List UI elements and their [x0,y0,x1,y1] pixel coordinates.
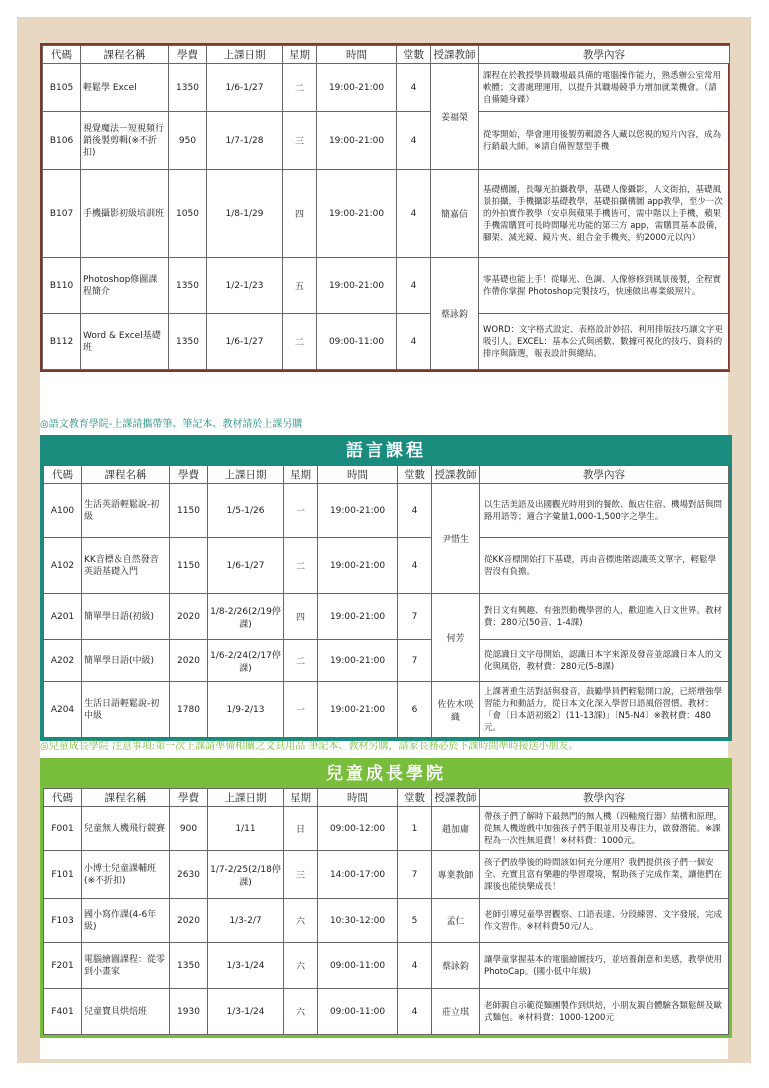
course-sessions: 1 [398,807,432,851]
header-code: 代碼 [43,46,81,64]
course-sessions: 4 [397,112,431,170]
course-fee: 1350 [170,943,208,989]
course-fee: 2020 [170,899,208,943]
course-time: 19:00-21:00 [317,258,397,314]
course-name: Word & Excel基礎班 [81,314,169,370]
header-code: 代碼 [44,466,82,484]
course-code: B106 [43,112,81,170]
course-code: F001 [44,807,82,851]
table-row [43,314,730,370]
course-name: 兒童無人機飛行競賽 [82,807,170,851]
course-sessions: 7 [398,851,432,899]
course-sheet [40,43,728,1059]
course-time: 09:00-11:00 [318,989,398,1035]
course-weekday: 二 [284,640,318,682]
course-name: 小博士兒童課輔班(※不折扣) [82,851,170,899]
course-sessions: 7 [398,594,432,640]
course-code: B107 [43,170,81,258]
computer-course-table-box [40,43,730,372]
course-dates: 1/11 [208,807,284,851]
header-dates: 上課日期 [208,789,284,807]
course-description: 孩子們放學後的時間該如何充分運用？我們提供孩子們一個安全、充實且富有樂趣的學習環境，幫助孩子完成作業，讓他們在課後也能快樂成長！ [480,851,729,899]
table-row [44,484,729,538]
table-row [44,851,729,899]
children-section-note: ◎兒童成長學院 注意事項:第一次上課請準備相關之文具用品 筆記本、教材另購，請家長務必於下課時間準時接送小朋友。 [40,741,579,752]
course-dates: 1/3-1/24 [208,943,284,989]
header-course-name: 課程名稱 [82,466,170,484]
course-dates: 1/7-1/28 [207,112,283,170]
course-dates: 1/3-1/24 [208,989,284,1035]
course-name: 國小寫作課(4-6年級) [82,899,170,943]
header-code: 代碼 [44,789,82,807]
table-row [44,682,729,738]
course-sessions: 4 [398,484,432,538]
language-course-table [43,465,729,738]
course-dates: 1/6-1/27 [207,314,283,370]
course-name: 兒童寶貝烘焙班 [82,989,170,1035]
header-time: 時間 [317,46,397,64]
language-course-table-box [40,435,732,741]
header-content: 教學內容 [480,466,729,484]
course-sessions: 4 [398,989,432,1035]
course-time: 19:00-21:00 [317,170,397,258]
course-fee: 1150 [170,484,208,538]
course-time: 19:00-21:00 [318,484,398,538]
course-time: 09:00-11:00 [317,314,397,370]
course-time: 19:00-21:00 [318,538,398,594]
course-fee: 950 [169,112,207,170]
course-dates: 1/5-1/26 [208,484,284,538]
header-teacher: 授課教師 [432,789,480,807]
table-header-row [44,466,729,484]
course-teacher: 何芳 [432,594,480,682]
course-dates: 1/6-1/27 [207,64,283,112]
course-sessions: 4 [397,314,431,370]
course-sessions: 4 [397,64,431,112]
header-content: 教學內容 [479,46,730,64]
course-weekday: 四 [283,170,317,258]
course-weekday: 六 [284,989,318,1035]
course-description: 從KK音標開始打下基礎，再由音標進階認識英文單字，輕鬆學習沒有負擔。 [480,538,729,594]
course-time: 09:00-11:00 [318,943,398,989]
language-section-title: 語言課程 [43,438,729,465]
course-name: Photoshop修圖課程簡介 [81,258,169,314]
course-description: 從零開始，學會運用後製剪輯證各人藏以您視的短片內容，成為行銷最大師。※請自備智慧型手機 [479,112,730,170]
course-name: 視覺魔法－短視頻行銷後製剪輯(※不折扣) [81,112,169,170]
course-name: 電腦繪圖課程：從零到小畫家 [82,943,170,989]
course-weekday: 六 [284,899,318,943]
course-teacher: 佐佐木咲織 [432,682,480,738]
course-code: A100 [44,484,82,538]
header-course-name: 課程名稱 [82,789,170,807]
header-sessions: 堂數 [397,46,431,64]
course-time: 19:00-21:00 [318,594,398,640]
course-fee: 1930 [170,989,208,1035]
course-weekday: 三 [284,851,318,899]
course-fee: 1050 [169,170,207,258]
table-row [44,807,729,851]
header-dates: 上課日期 [208,466,284,484]
page-background [17,17,751,1063]
course-teacher: 專業教師 [432,851,480,899]
course-description: 老師親自示範從麵團製作到烘焙，小朋友親自體驗各類鬆餅及歐式麵包。※材料費：1000-1200元 [480,989,729,1035]
course-weekday: 六 [284,943,318,989]
table-header-row [43,46,730,64]
header-teacher: 授課教師 [432,466,480,484]
header-weekday: 星期 [284,466,318,484]
course-weekday: 三 [283,112,317,170]
course-time: 19:00-21:00 [317,112,397,170]
header-fee: 學費 [170,789,208,807]
course-time: 19:00-21:00 [317,64,397,112]
course-fee: 1150 [170,538,208,594]
course-description: 上課著重生活對話與發音，鼓勵學員們輕鬆開口說，已經增強學習能力和動話力，從日本文化深入學習日語風俗習慣。教材：「會〔日本語初級2〕(11-13課)」〔N5-N4〕※教材費：480元。 [480,682,729,738]
course-code: B105 [43,64,81,112]
course-code: A201 [44,594,82,640]
course-fee: 1350 [169,258,207,314]
course-code: A204 [44,682,82,738]
header-weekday: 星期 [284,789,318,807]
course-description: 讓學童掌握基本的電腦繪圖技巧，並培養創意和美感，教學使用PhotoCap。(國小低中年級) [480,943,729,989]
course-name: 手機攝影初級培訓班 [81,170,169,258]
table-row [44,899,729,943]
course-name: 生活日語輕鬆說-初中級 [82,682,170,738]
course-fee: 900 [170,807,208,851]
course-dates: 1/7-2/25(2/18停課) [208,851,284,899]
course-sessions: 4 [398,538,432,594]
course-teacher: 莊立琪 [432,989,480,1035]
course-time: 10:30-12:00 [318,899,398,943]
course-fee: 1780 [170,682,208,738]
course-code: F103 [44,899,82,943]
course-name: 簡單學日語(初級) [82,594,170,640]
header-teacher: 授課教師 [431,46,479,64]
course-sessions: 5 [398,899,432,943]
header-dates: 上課日期 [207,46,283,64]
course-name: KK音標＆自然發音英語基礎入門 [82,538,170,594]
course-fee: 1350 [169,64,207,112]
children-course-table-box [40,758,732,1038]
course-sessions: 4 [397,170,431,258]
course-description: 零基礎也能上手！從曝光、色調、人像修修到風景後製，全程實作帶你掌握 Photoshop完製技巧，快速做出專業級照片。 [479,258,730,314]
course-sessions: 7 [398,640,432,682]
table-row [43,112,730,170]
course-dates: 1/6-2/24(2/17停課) [208,640,284,682]
course-dates: 1/8-2/26(2/19停課) [208,594,284,640]
course-code: F201 [44,943,82,989]
table-row [44,943,729,989]
course-dates: 1/2-1/23 [207,258,283,314]
course-code: A202 [44,640,82,682]
table-row [43,258,730,314]
course-sessions: 4 [398,943,432,989]
language-section-note: ◎語文教育學院-上課請攜帶筆、筆記本、教材請於上課另購 [40,419,303,430]
table-header-row [44,789,729,807]
course-fee: 2020 [170,640,208,682]
course-teacher: 姜福榮 [431,64,479,170]
header-sessions: 堂數 [398,466,432,484]
course-code: F401 [44,989,82,1035]
course-name: 輕鬆學 Excel [81,64,169,112]
table-row [44,538,729,594]
table-row [43,64,730,112]
header-sessions: 堂數 [398,789,432,807]
course-weekday: 四 [284,594,318,640]
course-time: 19:00-21:00 [318,682,398,738]
course-teacher: 趙加庸 [432,807,480,851]
course-dates: 1/8-1/29 [207,170,283,258]
course-time: 14:00-17:00 [318,851,398,899]
course-teacher: 尹惜生 [432,484,480,594]
computer-course-table [42,45,730,370]
course-description: 以生活美語及出國觀光時用到的餐飲、飯店住宿、機場對話與問路用語等；適合字彙量1,000-1,500字之學生。 [480,484,729,538]
course-description: 基礎構圖，長曝光拍攝教學，基礎人像攝影，人文街拍，基礎風景拍攝，手機攝影基礎教學，基礎拍攝構圖 app教學，至少一次的外拍實作教學（安卓與蘋果手機皆可，需中階以上手機，蘋果手機需購買可長時間曝光功能的第三方 app，需購買基本設備，腳架、減光鏡、鏡片夾、組合金手機夾，約2000元以內） [479,170,730,258]
course-name: 簡單學日語(中級) [82,640,170,682]
header-fee: 學費 [169,46,207,64]
course-dates: 1/3-2/7 [208,899,284,943]
course-dates: 1/6-1/27 [208,538,284,594]
header-course-name: 課程名稱 [81,46,169,64]
course-teacher: 蔡詠鈞 [432,943,480,989]
course-code: F101 [44,851,82,899]
course-description: WORD：文字格式設定、表格設計妙招、利用排版技巧讓文字更吸引人。EXCEL：基本公式與函數、數據可視化的技巧、資料的排序與篩選，報表設計與總結。 [479,314,730,370]
course-teacher: 孟仁 [432,899,480,943]
course-code: B112 [43,314,81,370]
course-fee: 2020 [170,594,208,640]
table-row [44,640,729,682]
course-sessions: 6 [398,682,432,738]
course-time: 19:00-21:00 [318,640,398,682]
course-weekday: 二 [283,64,317,112]
course-teacher: 簡嘉信 [431,170,479,258]
course-code: B110 [43,258,81,314]
header-time: 時間 [318,789,398,807]
course-teacher: 蔡詠鈞 [431,258,479,370]
course-time: 09:00-12:00 [318,807,398,851]
course-code: A102 [44,538,82,594]
course-fee: 2630 [170,851,208,899]
table-row [44,594,729,640]
course-name: 生活英語輕鬆說-初級 [82,484,170,538]
course-weekday: 日 [284,807,318,851]
table-row [44,989,729,1035]
children-section-title: 兒童成長學院 [43,761,729,788]
course-description: 課程在於教授學員職場最具備的電腦操作能力，熟悉辦公室常用軟體；文書處理運用，以提升其職場競爭力增加就業機會。（請自備隨身碟） [479,64,730,112]
course-description: 從認識日文字母開始，認識日本字來源及發音並認識日本人的文化與風俗，教材費：280元(5-8課) [480,640,729,682]
course-sessions: 4 [397,258,431,314]
course-dates: 1/9-2/13 [208,682,284,738]
course-description: 帶孩子們了解時下最熱門的無人機（四軸飛行器）結構和原理，從無人機遊戲中加強孩子們手眼並用及專注力，啟發潛能。※課程為一次性無退費！※材料費：1000元。 [480,807,729,851]
course-weekday: 五 [283,258,317,314]
table-row [43,170,730,258]
children-course-table [43,788,729,1035]
course-weekday: 一 [284,484,318,538]
header-content: 教學內容 [480,789,729,807]
course-fee: 1350 [169,314,207,370]
header-time: 時間 [318,466,398,484]
course-description: 老師引導兒童學習觀察、口語表達、分段練習、文字發展，完成作文習作。※材料費50元/人。 [480,899,729,943]
course-weekday: 二 [284,538,318,594]
course-description: 對日文有興趣、有強烈動機學習的人，歡迎進入日文世界。教材費：280元(50音、1-4課) [480,594,729,640]
header-fee: 學費 [170,466,208,484]
course-weekday: 二 [283,314,317,370]
header-weekday: 星期 [283,46,317,64]
course-weekday: 一 [284,682,318,738]
